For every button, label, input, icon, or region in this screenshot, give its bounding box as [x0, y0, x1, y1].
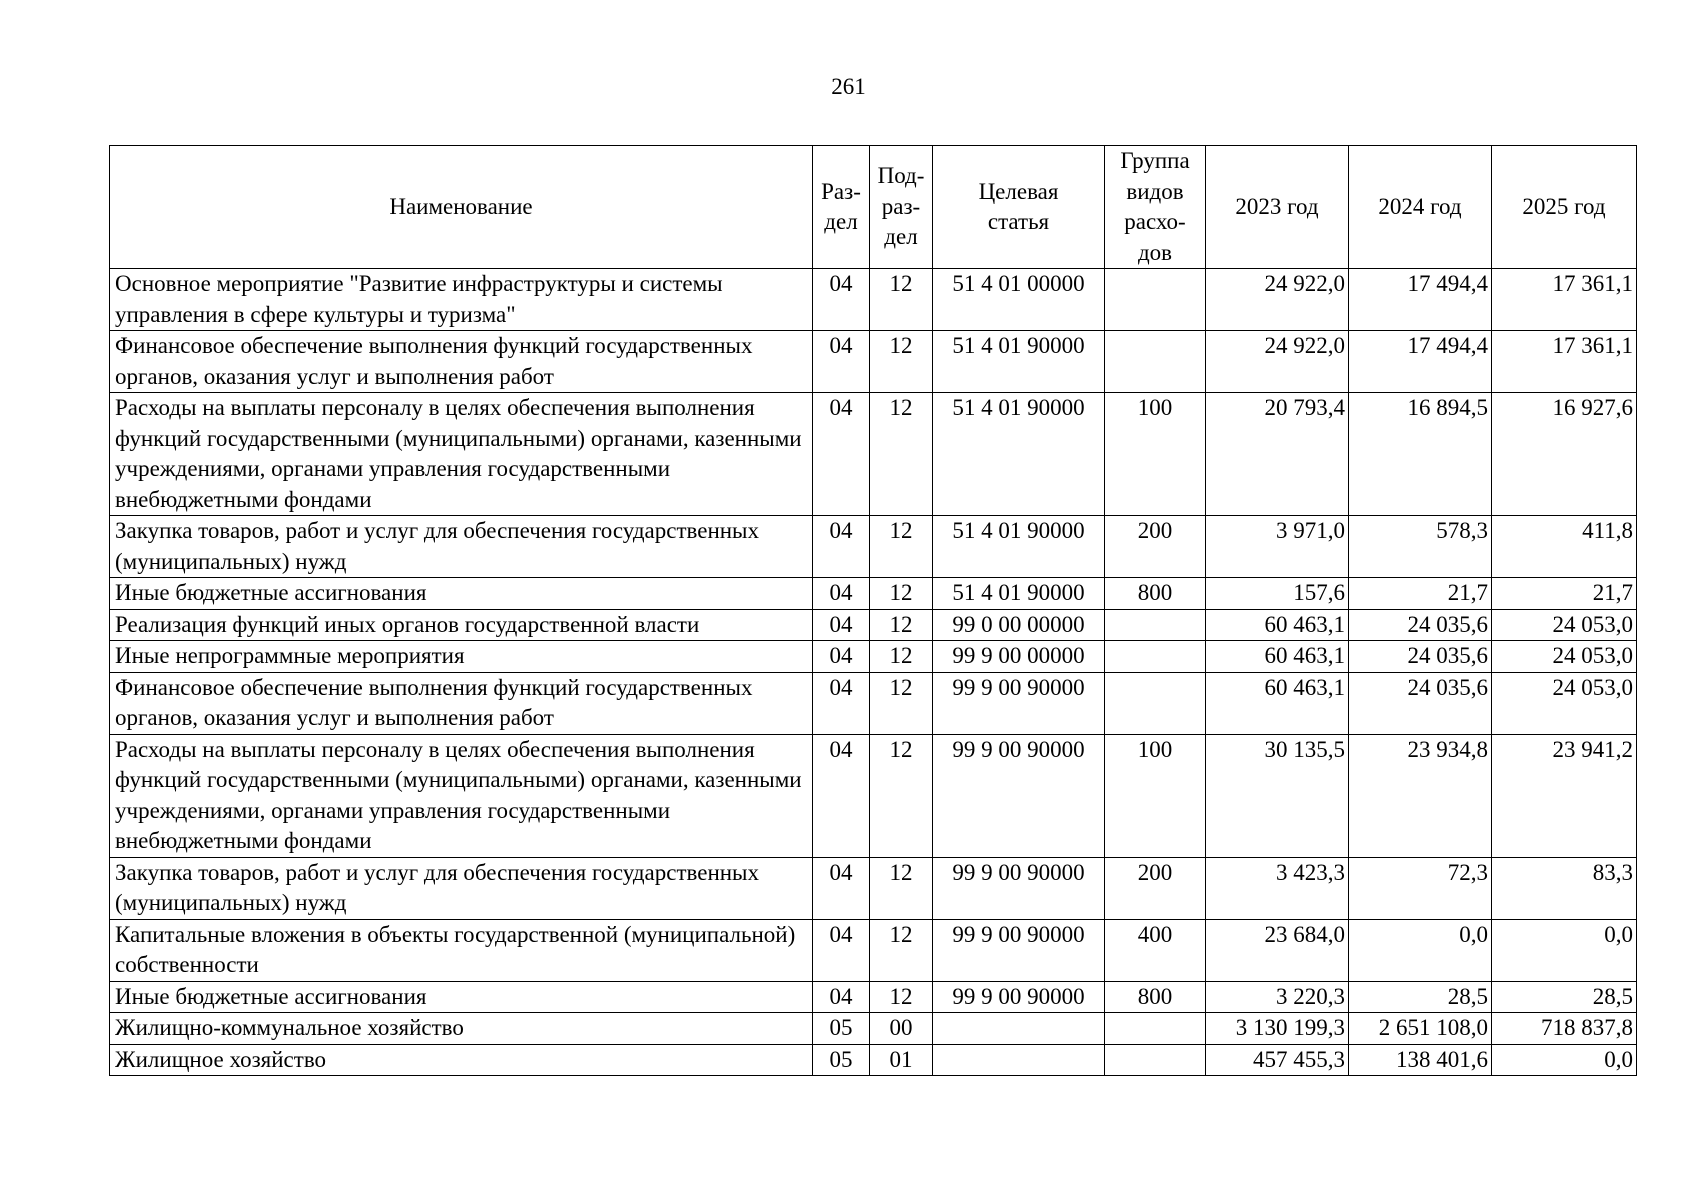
cell-podrazdel: 12 [870, 269, 933, 331]
cell-year-2025: 16 927,6 [1492, 393, 1637, 516]
cell-year-2023: 24 922,0 [1206, 331, 1349, 393]
cell-name: Жилищно-коммунальное хозяйство [110, 1013, 813, 1045]
cell-year-2024: 138 401,6 [1349, 1044, 1492, 1076]
cell-year-2023: 3 220,3 [1206, 981, 1349, 1013]
cell-year-2025: 24 053,0 [1492, 609, 1637, 641]
cell-razdel: 04 [813, 578, 870, 610]
cell-year-2024: 72,3 [1349, 857, 1492, 919]
cell-razdel: 04 [813, 641, 870, 673]
cell-name: Жилищное хозяйство [110, 1044, 813, 1076]
cell-name: Иные бюджетные ассигнования [110, 981, 813, 1013]
cell-razdel: 04 [813, 609, 870, 641]
cell-podrazdel: 12 [870, 331, 933, 393]
cell-target-article: 51 4 01 90000 [933, 331, 1105, 393]
cell-podrazdel: 12 [870, 609, 933, 641]
cell-year-2023: 3 423,3 [1206, 857, 1349, 919]
cell-razdel: 04 [813, 857, 870, 919]
cell-expense-group: 800 [1105, 578, 1206, 610]
cell-target-article: 99 9 00 00000 [933, 641, 1105, 673]
cell-year-2024: 16 894,5 [1349, 393, 1492, 516]
cell-year-2024: 17 494,4 [1349, 331, 1492, 393]
header-podrazdel: Под- раз- дел [870, 146, 933, 269]
cell-year-2025: 83,3 [1492, 857, 1637, 919]
cell-expense-group [1105, 672, 1206, 734]
cell-year-2025: 0,0 [1492, 1044, 1637, 1076]
cell-year-2025: 23 941,2 [1492, 734, 1637, 857]
cell-podrazdel: 01 [870, 1044, 933, 1076]
cell-year-2024: 17 494,4 [1349, 269, 1492, 331]
cell-name: Закупка товаров, работ и услуг для обеспечения государственных (муниципальных) нужд [110, 857, 813, 919]
cell-year-2025: 411,8 [1492, 516, 1637, 578]
cell-name: Расходы на выплаты персоналу в целях обеспечения выполнения функций государственными (муниципальными) органами, казенными учреждениями, органами управления государственными внебюджетными фондами [110, 734, 813, 857]
cell-name: Финансовое обеспечение выполнения функций государственных органов, оказания услуг и выполнения работ [110, 331, 813, 393]
cell-name: Иные бюджетные ассигнования [110, 578, 813, 610]
cell-year-2024: 23 934,8 [1349, 734, 1492, 857]
cell-year-2024: 24 035,6 [1349, 641, 1492, 673]
cell-year-2024: 24 035,6 [1349, 609, 1492, 641]
page-number: 261 [831, 74, 866, 99]
cell-target-article: 51 4 01 90000 [933, 516, 1105, 578]
cell-year-2023: 30 135,5 [1206, 734, 1349, 857]
cell-name: Капитальные вложения в объекты государственной (муниципальной) собственности [110, 919, 813, 981]
cell-target-article: 99 0 00 00000 [933, 609, 1105, 641]
cell-year-2024: 578,3 [1349, 516, 1492, 578]
cell-podrazdel: 12 [870, 672, 933, 734]
cell-year-2023: 60 463,1 [1206, 609, 1349, 641]
cell-podrazdel: 12 [870, 981, 933, 1013]
cell-year-2023: 3 130 199,3 [1206, 1013, 1349, 1045]
cell-year-2024: 21,7 [1349, 578, 1492, 610]
cell-razdel: 05 [813, 1044, 870, 1076]
table-header [110, 146, 1637, 269]
header-target-article: Целевая статья [933, 146, 1105, 269]
cell-year-2023: 20 793,4 [1206, 393, 1349, 516]
cell-razdel: 04 [813, 393, 870, 516]
cell-podrazdel: 12 [870, 516, 933, 578]
cell-name: Закупка товаров, работ и услуг для обеспечения государственных (муниципальных) нужд [110, 516, 813, 578]
header-year-2023: 2023 год [1206, 146, 1349, 269]
cell-name: Иные непрограммные мероприятия [110, 641, 813, 673]
table-row [110, 393, 1637, 516]
cell-expense-group: 800 [1105, 981, 1206, 1013]
cell-name: Реализация функций иных органов государственной власти [110, 609, 813, 641]
cell-target-article: 51 4 01 00000 [933, 269, 1105, 331]
cell-target-article: 99 9 00 90000 [933, 734, 1105, 857]
cell-expense-group [1105, 1013, 1206, 1045]
cell-year-2024: 24 035,6 [1349, 672, 1492, 734]
cell-podrazdel: 12 [870, 734, 933, 857]
cell-year-2023: 3 971,0 [1206, 516, 1349, 578]
table-row [110, 1013, 1637, 1045]
cell-razdel: 04 [813, 981, 870, 1013]
cell-razdel: 05 [813, 1013, 870, 1045]
header-name: Наименование [110, 146, 813, 269]
cell-name: Финансовое обеспечение выполнения функций государственных органов, оказания услуг и выполнения работ [110, 672, 813, 734]
cell-podrazdel: 12 [870, 641, 933, 673]
cell-target-article: 99 9 00 90000 [933, 919, 1105, 981]
header-razdel: Раз- дел [813, 146, 870, 269]
cell-expense-group [1105, 641, 1206, 673]
header-year-2024: 2024 год [1349, 146, 1492, 269]
cell-target-article: 51 4 01 90000 [933, 578, 1105, 610]
header-year-2025: 2025 год [1492, 146, 1637, 269]
cell-expense-group [1105, 269, 1206, 331]
table-row [110, 672, 1637, 734]
table-row [110, 331, 1637, 393]
cell-year-2023: 157,6 [1206, 578, 1349, 610]
table-row [110, 578, 1637, 610]
cell-target-article: 99 9 00 90000 [933, 672, 1105, 734]
cell-year-2023: 24 922,0 [1206, 269, 1349, 331]
cell-year-2023: 457 455,3 [1206, 1044, 1349, 1076]
cell-year-2024: 0,0 [1349, 919, 1492, 981]
cell-expense-group: 200 [1105, 857, 1206, 919]
cell-expense-group [1105, 331, 1206, 393]
cell-year-2025: 17 361,1 [1492, 269, 1637, 331]
cell-razdel: 04 [813, 919, 870, 981]
cell-podrazdel: 12 [870, 393, 933, 516]
cell-name: Основное мероприятие "Развитие инфраструктуры и системы управления в сфере культуры и туризма" [110, 269, 813, 331]
cell-year-2025: 24 053,0 [1492, 672, 1637, 734]
table-row [110, 857, 1637, 919]
budget-table [109, 145, 1637, 1076]
cell-expense-group: 100 [1105, 734, 1206, 857]
cell-year-2024: 28,5 [1349, 981, 1492, 1013]
cell-year-2023: 60 463,1 [1206, 641, 1349, 673]
cell-year-2023: 60 463,1 [1206, 672, 1349, 734]
cell-razdel: 04 [813, 331, 870, 393]
cell-year-2024: 2 651 108,0 [1349, 1013, 1492, 1045]
header-expense-group: Группа видов расхо- дов [1105, 146, 1206, 269]
table-row [110, 269, 1637, 331]
cell-expense-group [1105, 609, 1206, 641]
cell-target-article: 51 4 01 90000 [933, 393, 1105, 516]
cell-target-article: 99 9 00 90000 [933, 981, 1105, 1013]
cell-podrazdel: 12 [870, 857, 933, 919]
cell-target-article [933, 1013, 1105, 1045]
cell-razdel: 04 [813, 269, 870, 331]
cell-year-2023: 23 684,0 [1206, 919, 1349, 981]
cell-podrazdel: 12 [870, 919, 933, 981]
cell-expense-group [1105, 1044, 1206, 1076]
cell-year-2025: 24 053,0 [1492, 641, 1637, 673]
cell-razdel: 04 [813, 672, 870, 734]
table-row [110, 1044, 1637, 1076]
cell-expense-group: 200 [1105, 516, 1206, 578]
cell-podrazdel: 00 [870, 1013, 933, 1045]
cell-podrazdel: 12 [870, 578, 933, 610]
table-row [110, 734, 1637, 857]
cell-year-2025: 718 837,8 [1492, 1013, 1637, 1045]
cell-year-2025: 17 361,1 [1492, 331, 1637, 393]
cell-razdel: 04 [813, 516, 870, 578]
cell-year-2025: 21,7 [1492, 578, 1637, 610]
header-row [110, 146, 1637, 269]
cell-razdel: 04 [813, 734, 870, 857]
table-row [110, 641, 1637, 673]
table-row [110, 609, 1637, 641]
cell-target-article: 99 9 00 90000 [933, 857, 1105, 919]
cell-expense-group: 400 [1105, 919, 1206, 981]
cell-name: Расходы на выплаты персоналу в целях обеспечения выполнения функций государственными (муниципальными) органами, казенными учреждениями, органами управления государственными внебюджетными фондами [110, 393, 813, 516]
cell-expense-group: 100 [1105, 393, 1206, 516]
table-row [110, 919, 1637, 981]
table-row [110, 516, 1637, 578]
table-body [110, 269, 1637, 1076]
table-row [110, 981, 1637, 1013]
cell-year-2025: 0,0 [1492, 919, 1637, 981]
cell-year-2025: 28,5 [1492, 981, 1637, 1013]
cell-target-article [933, 1044, 1105, 1076]
